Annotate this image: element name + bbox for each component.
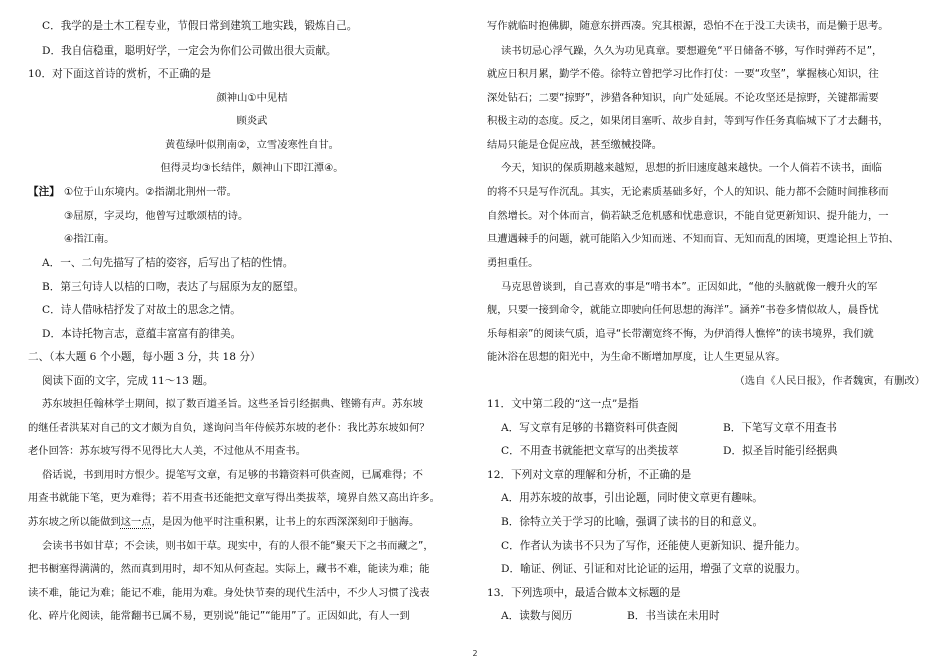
q10-option-b: B．第三句诗人以桔的口吻，表达了与屈原为友的愿望。 — [42, 281, 305, 293]
passage-p3-line: 把书橱塞得满满的，然而真到用时，却不知从何查起。实际上，藏书不难，能读为难；能 — [28, 563, 430, 575]
passage-p4-line: 就应日积月累，勤学不倦。徐特立曾把学习比作打仗：一要“攻坚”，掌握核心知识，往 — [487, 68, 879, 80]
note-1: ①位于山东境内。②指湖北荆州一带。 — [64, 186, 237, 198]
q11-option-c: C．不用查书就能把文章写的出类拔萃 — [501, 445, 679, 457]
q10-option-d: D．本诗托物言志，意蕴丰富富有韵律美。 — [42, 328, 242, 340]
passage-p4-line: 深处钻石；二要“掠野”，涉猎各种知识，向广处延展。不论攻坚还是掠野，关键都需要 — [487, 92, 879, 104]
q10-option-c: C．诗人借咏桔抒发了对故土的思念之情。 — [42, 304, 241, 316]
q11-option-b: B．下笔写文章不用查书 — [723, 422, 837, 434]
q12-option-d: D．喻证、例证、引证和对比论证的运用，增强了文章的说服力。 — [501, 563, 807, 575]
q12-option-b: B．徐特立关于学习的比喻，强调了读书的目的和意义。 — [501, 516, 764, 528]
poem-title: 颜神山①中见桔 — [216, 92, 288, 104]
page-number: 2 — [472, 649, 478, 658]
source-citation: （选自《人民日报》，作者魏寅，有删改） — [734, 375, 925, 387]
passage-p3-line: 化、碎片化阅读，能常翻书已属不易，更别说“能记”“能用”了。正因如此，有人一到 — [28, 610, 410, 622]
passage-p5-line: 旦遭遇棘手的问题，就可能陷入少知而迷、不知而盲、无知而乱的困境，更遑论担上节拍、 — [487, 233, 899, 245]
passage-p6-line: 舰，只要一接到命令，就能立即驶向任何思想的海洋”。涵养“书卷多情似故人，晨昏忧 — [487, 304, 879, 316]
section2-instruction: 阅读下面的文字，完成 11～13 题。 — [42, 375, 214, 387]
note-label: 【注】 — [28, 186, 60, 198]
q12-option-c: C．作者认为读书不只为了写作，还能使人更新知识、提升能力。 — [501, 540, 806, 552]
q11-option-a: A．写文章有足够的书籍资料可供查阅 — [501, 422, 679, 434]
passage-p3-line: 读不难，能记为难；能记不难，能用为难。身处快节奏的现代生活中，不少人习惯了浅表 — [28, 587, 430, 599]
passage-p6-line: 马克思曾谈到，自己喜欢的事是“啃书本”。正因如此，“他的头脑就像一艘升火的军 — [501, 281, 878, 293]
passage-p4-line: 读书切忌心浮气躁，久久为功见真章。要想避免“平日储备不够，写作时弹药不足”， — [501, 45, 883, 57]
passage-p4-line: 积极主动的态度。反之，如果闭目塞听、故步自封，等到写作任务真临城下了才去翻书， — [487, 115, 889, 127]
passage-p4-line: 结局只能是仓促应战，甚至缴械投降。 — [487, 139, 663, 151]
q10-option-a: A．一、二句先描写了桔的姿容，后写出了桔的性情。 — [42, 257, 294, 269]
passage-p2-text: 苏东坡之所以能做到 — [28, 516, 121, 528]
q13-stem: 13．下列选项中，最适合做本文标题的是 — [487, 587, 681, 599]
passage-p1-line: 苏东坡担任翰林学士期间，拟了数百道圣旨。这些圣旨引经据典、铿锵有声。苏东坡 — [42, 398, 423, 410]
passage-p3-line: 会读书书如甘草；不会读，则书如干草。现实中，有的人很不能“聚天下之书而藏之”， — [42, 540, 434, 552]
passage-p6-line: 乐每相亲”的阅读气质，追寻“长带潮宽终不悔，为伊消得人憔悴”的读书境界，我们就 — [487, 328, 874, 340]
passage-p2-line: 用查书就能下笔，更为难得；若不用查书还能把文章写得出类拔萃，境界自然又高出许多。 — [28, 492, 440, 504]
q13-option-a: A．读数与阅历 — [501, 610, 573, 622]
note-2: ③屈原，字灵均，他曾写过歌颂桔的诗。 — [64, 210, 249, 222]
q13-option-b: B．书当读在未用时 — [627, 610, 720, 622]
q12-stem: 12．下列对文章的理解和分析，不正确的是 — [487, 469, 692, 481]
q11-stem: 11．文中第二段的“这一点”是指 — [487, 398, 639, 410]
q9-option-c: C．我学的是土木工程专业，节假日常到建筑工地实践，锻炼自己。 — [42, 20, 358, 32]
passage-p5-line: 勇担重任。 — [487, 257, 539, 269]
passage-p6-line: 能沐浴在思想的阳光中，为生命不断增加厚度，让人生更显从容。 — [487, 351, 786, 363]
poem-author: 顾炎武 — [236, 115, 268, 127]
passage-p5-line: 今天，知识的保质期越来越短，思想的折旧速度越来越快。一个人倘若不读书，面临 — [501, 162, 882, 174]
q10-stem: 10．对下面这首诗的赏析，不正确的是 — [28, 68, 211, 80]
note-3: ④指江南。 — [64, 233, 115, 245]
poem-line-2: 但得灵均③长结伴，颇神山下即江潭④。 — [160, 162, 344, 174]
section2-heading: 二、（本大题 6 个小题，每小题 3 分，共 18 分） — [28, 351, 261, 363]
passage-p2-line: 俗话说，书到用时方恨少。提笔写文章，有足够的书籍资料可供查阅，已属难得；不 — [42, 469, 423, 481]
passage-p1-line: 的继任者洪某对自己的文才颇为自负，遂询问当年侍候苏东坡的老仆：我比苏东坡如何？ — [28, 422, 430, 434]
q12-option-a: A．用苏东坡的故事，引出论题，同时使文章更有趣味。 — [501, 492, 763, 504]
passage-p2-text: ，是因为他平时注重积累，让书上的东西深深刻印于脑海。 — [151, 516, 420, 528]
q11-option-d: D．拟圣旨时能引经据典 — [723, 445, 838, 457]
passage-p3-line: 写作就临时抱佛脚，随意东拼西凑。究其根源，恐怕不在于没工夫读书，而是懒于思考。 — [487, 20, 889, 32]
poem-line-1: 黄苞绿叶似荆南②，立雪凌寒性自甘。 — [165, 139, 339, 151]
passage-p5-line: 自然增长。对个体而言，倘若缺乏危机感和忧患意识，不能自觉更新知识、提升能力，一 — [487, 210, 889, 222]
dotted-phrase: 这一点 — [120, 516, 152, 528]
passage-p1-line: 老仆回答：苏东坡写得不见得比大人美，不过他从不用查书。 — [28, 445, 307, 457]
passage-p5-line: 的将不只是写作沉乱。其实，无论素质基础多好，个人的知识、能力都不会随时间推移而 — [487, 186, 889, 198]
q9-option-d: D．我自信稳重，聪明好学，一定会为你们公司做出很大贡献。 — [42, 45, 337, 57]
passage-p2-line — [28, 515, 419, 529]
